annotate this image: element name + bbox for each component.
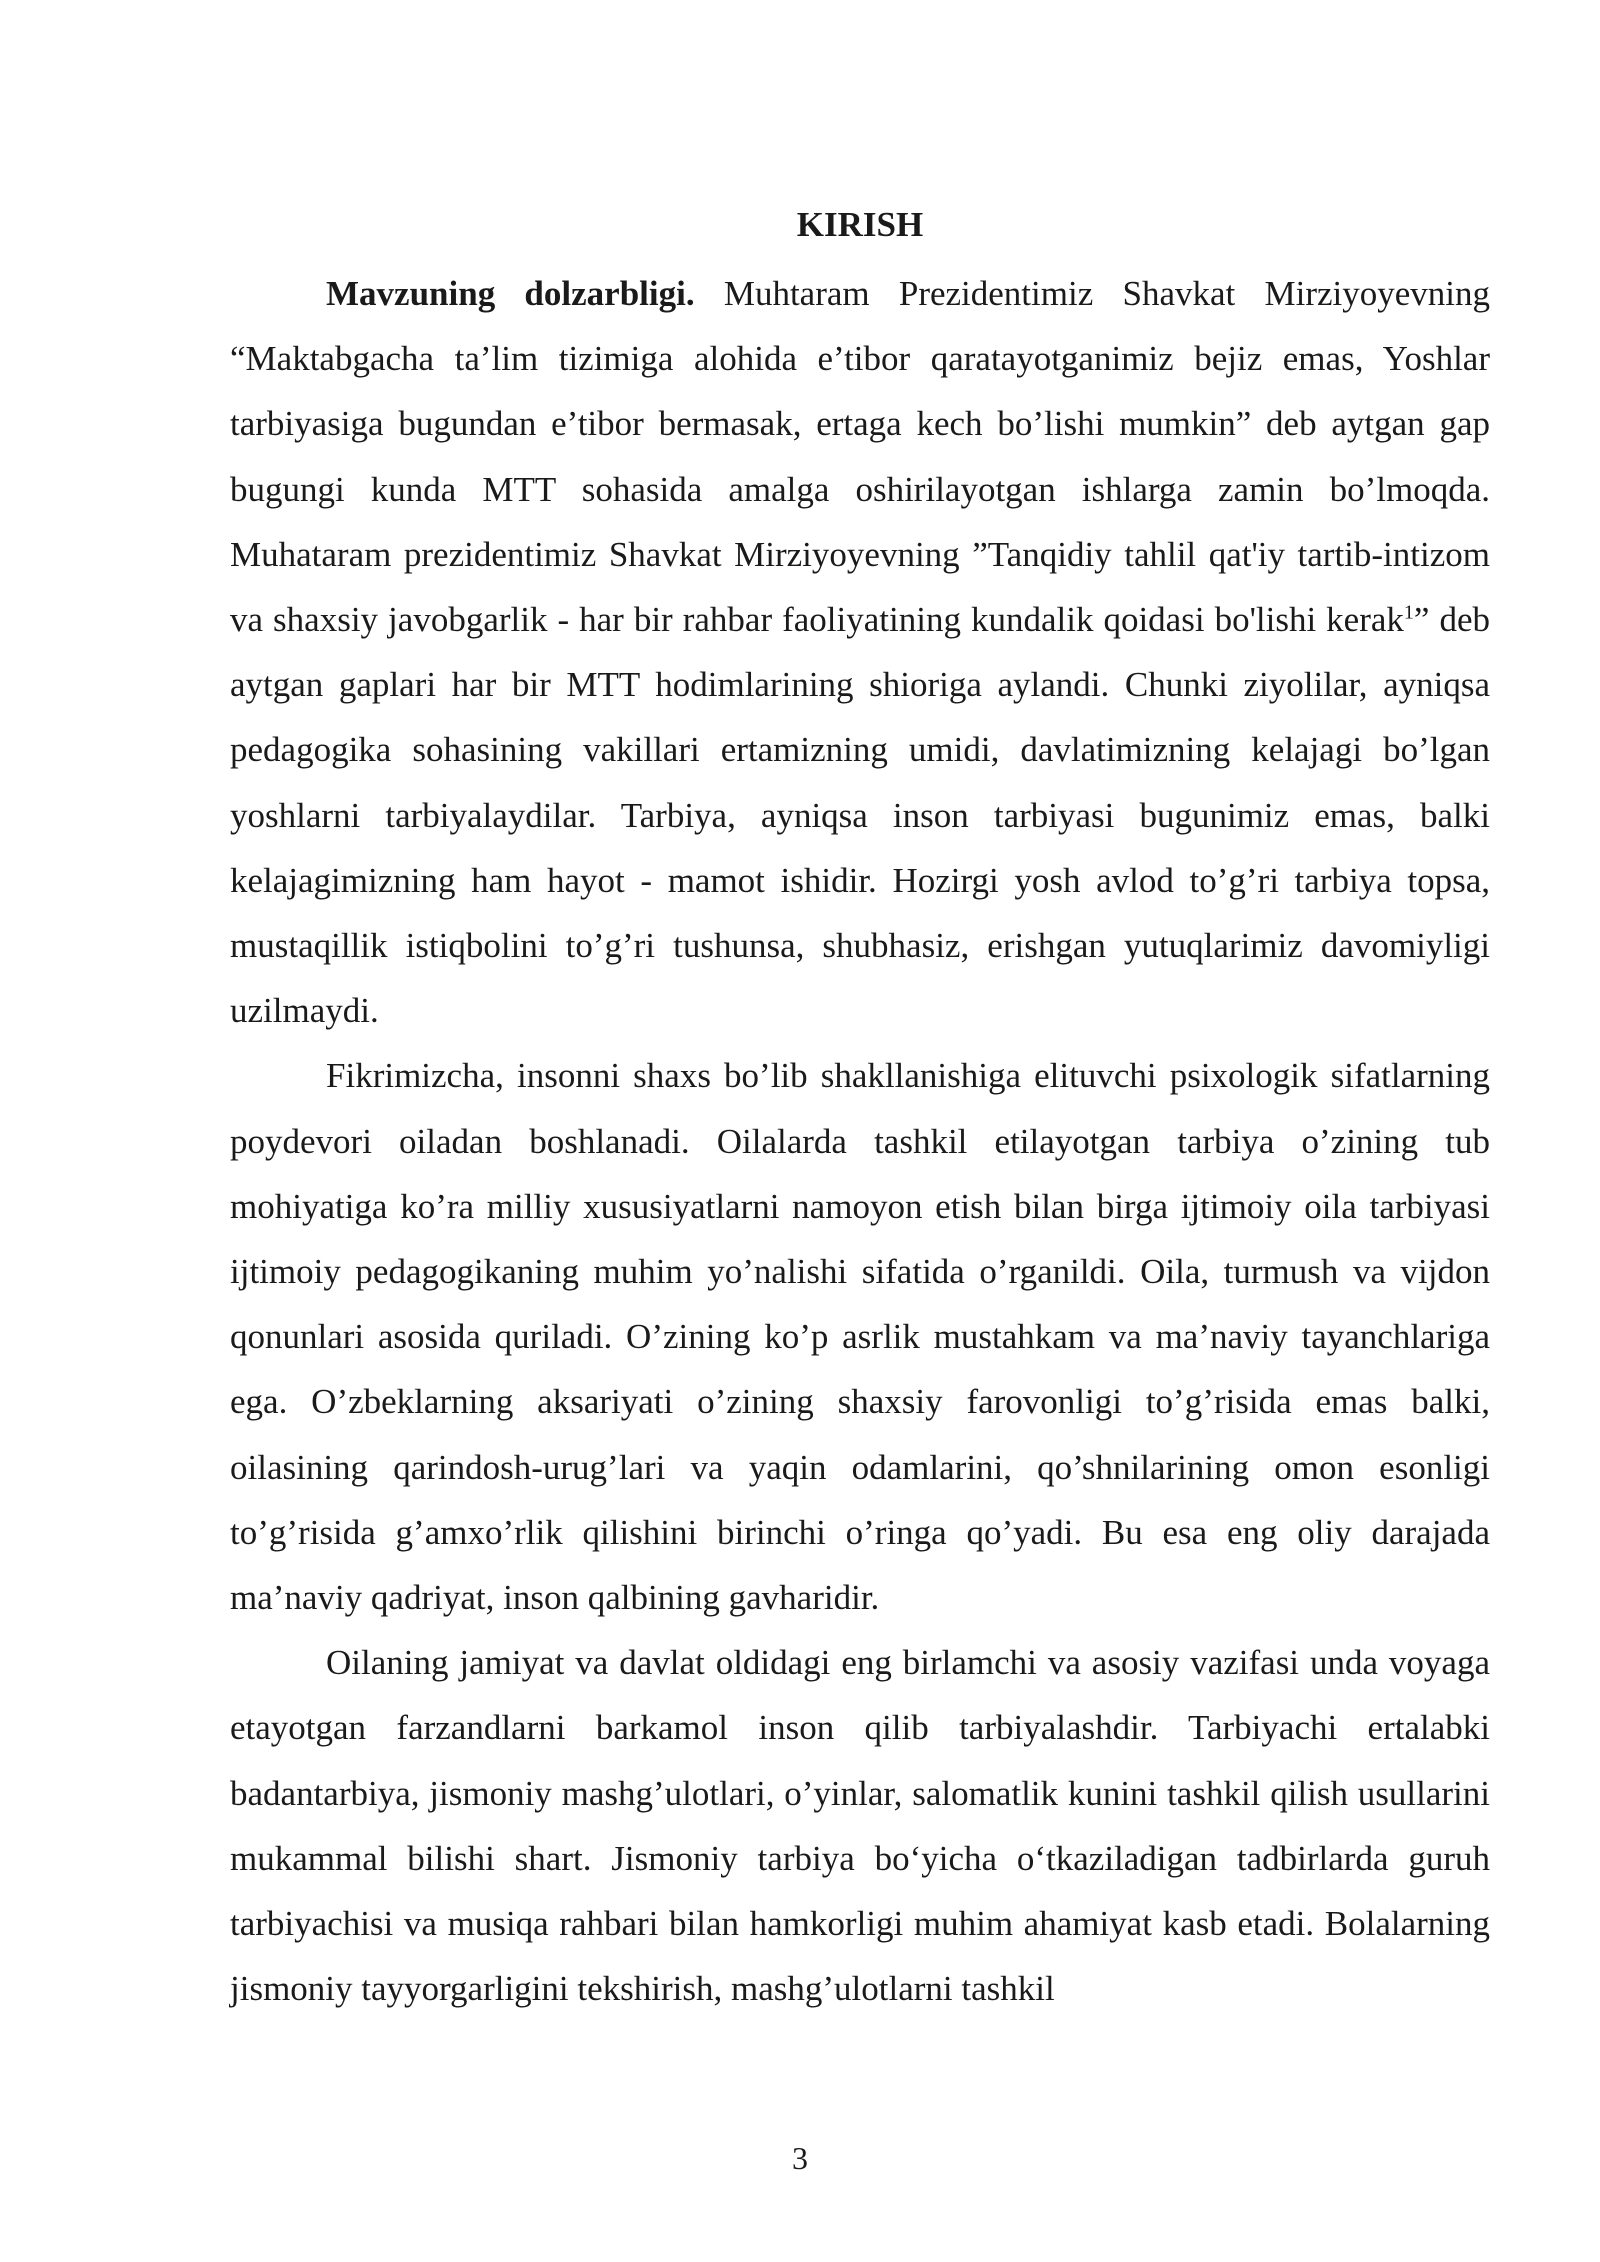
document-page [230, 195, 1490, 2021]
paragraph-relevance [230, 261, 1490, 1043]
paragraph-lead: Mavzuning dolzarbligi. [326, 274, 695, 313]
paragraph-text-continued: ” deb aytgan gaplari har bir MTT hodimlarining shioriga aylandi. Chunki ziyolilar, ayniqsa pedagogika sohasining vakillari ertamizning umidi, davlatimizning kelajagi bo’lgan yoshlarni tarbiyalaydilar. Tarbiya, ayniqsa inson tarbiyasi bugunimiz emas, balki kelajagimizning ham hayot - mamot ishidir. Hozirgi yosh avlod to’g’ri tarbiya topsa, mustaqillik istiqbolini to’g’ri tushunsa, shubhasiz, erishgan yutuqlarimiz davomiyligi uzilmaydi. [230, 600, 1490, 1031]
section-title: KIRISH [796, 205, 924, 244]
paragraph-family-psychology: Fikrimizcha, insonni shaxs bo’lib shakllanishiga elituvchi psixologik sifatlarning poydevori oiladan boshlanadi. Oilalarda tashkil etilayotgan tarbiya o’zining tub mohiyatiga ko’ra milliy xususiyatlarni namoyon etish bilan birga ijtimoiy oila tarbiyasi ijtimoiy pedagogikaning muhim yo’nalishi sifatida o’rganildi. Oila, turmush va vijdon qonunlari asosida quriladi. O’zining ko’p asrlik mustahkam va ma’naviy tayanchlariga ega. O’zbeklarning aksariyati o’zining shaxsiy farovonligi to’g’risida emas balki, oilasining qarindosh-urug’lari va yaqin odamlarini, qo’shnilarining omon esonligi to’g’risida g’amxo’rlik qilishini birinchi o’ringa qo’yadi. Bu esa eng oliy darajada ma’naviy qadriyat, inson qalbining gavharidir. [230, 1056, 1490, 1618]
page-number: 3 [792, 2140, 808, 2176]
paragraph-family-duty: Oilaning jamiyat va davlat oldidagi eng birlamchi va asosiy vazifasi unda voyaga etayotgan farzandlarni barkamol inson qilib tarbiyalashdir. Tarbiyachi ertalabki badantarbiya, jismoniy mashg’ulotlari, o’yinlar, salomatlik kunini tashkil qilish usullarini mukammal bilishi shart. Jismoniy tarbiya bo‘yicha o‘tkaziladigan tadbirlarda guruh tarbiyachisi va musiqa rahbari bilan hamkorligi muhim ahamiyat kasb etadi. Bolalarning jismoniy tayyorgarligini tekshirish, mashg’ulotlarni tashkil [230, 1643, 1490, 2009]
footnote-marker: 1 [1403, 601, 1414, 624]
paragraph-text: Muhtaram Prezidentimiz Shavkat Mirziyoyevning “Maktabgacha ta’lim tizimiga alohida e’tibor qaratayotganimiz bejiz emas, Yoshlar tarbiyasiga bugundan e’tibor bermasak, ertaga kech bo’lishi mumkin” deb aytgan gap bugungi kunda MTT sohasida amalga oshirilayotgan ishlarga zamin bo’lmoqda. Muhataram prezidentimiz Shavkat Mirziyoyevning ”Tanqidiy tahlil qat'iy tartib-intizom va shaxsiy javobgarlik - har bir rahbar faoliyatining kundalik qoidasi bo'lishi kerak [230, 274, 1490, 640]
